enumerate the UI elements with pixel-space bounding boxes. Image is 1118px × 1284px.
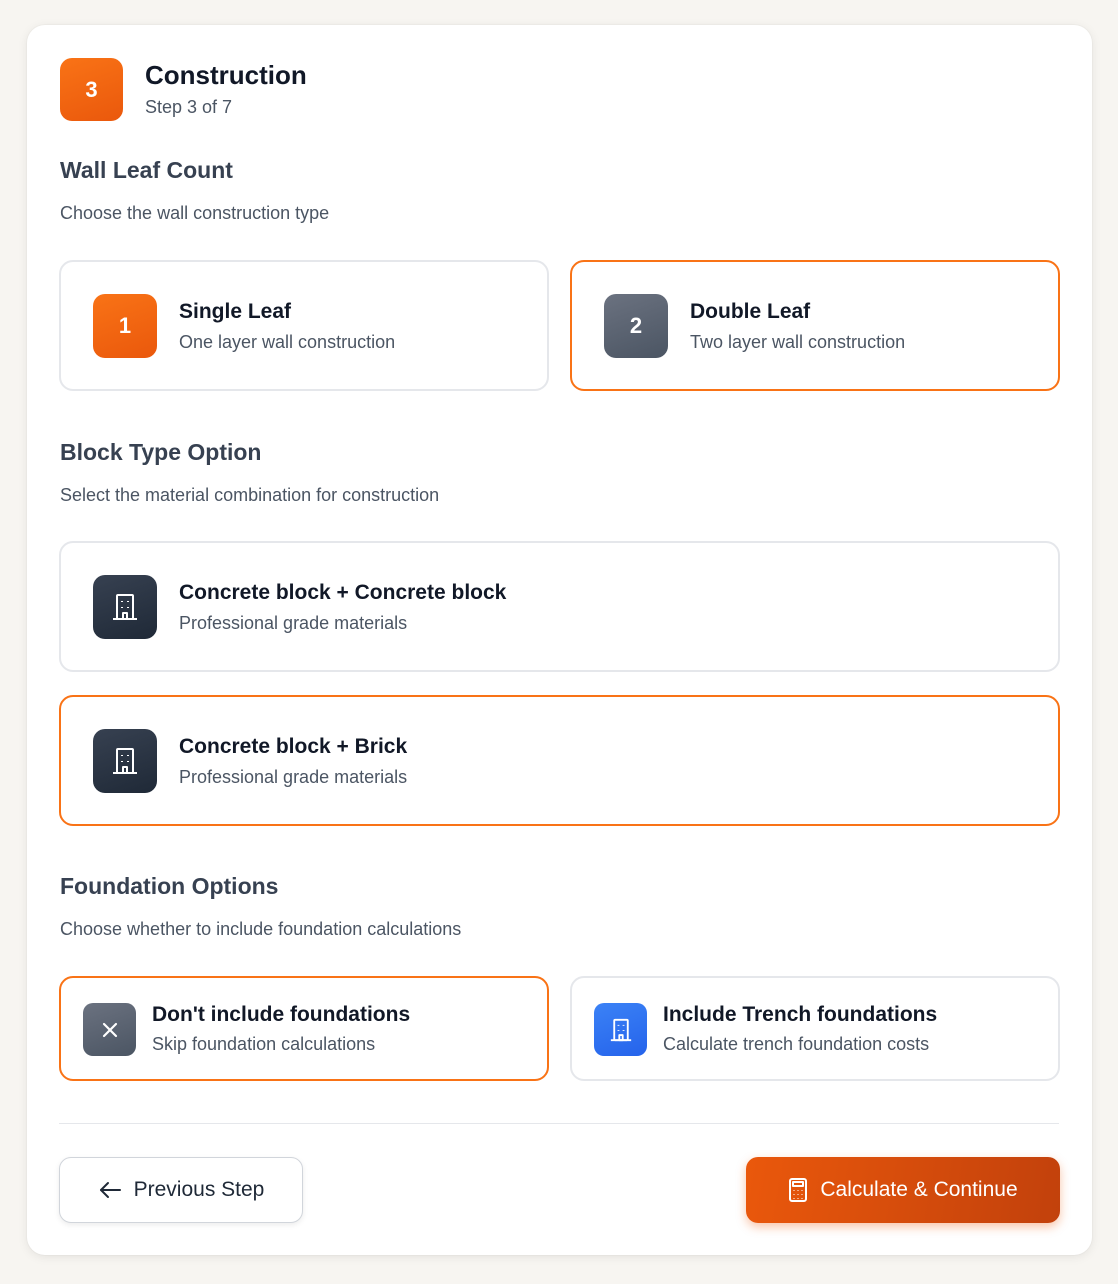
single-leaf-option[interactable] — [59, 260, 549, 391]
construction-step-card — [27, 25, 1092, 1255]
wall-leaf-section-title: Wall Leaf Count — [60, 157, 233, 183]
building-icon — [594, 1003, 647, 1056]
concrete-brick-description: Professional grade materials — [179, 767, 408, 787]
concrete-concrete-description: Professional grade materials — [179, 613, 408, 633]
step-progress-text: Step 3 of 7 — [145, 97, 233, 117]
single-leaf-title: Single Leaf — [179, 300, 292, 323]
foundation-section-description: Choose whether to include foundation calculations — [60, 919, 462, 939]
step-number-badge: 3 — [60, 58, 123, 121]
previous-step-label: Previous Step — [133, 1178, 265, 1201]
block-type-section-description: Select the material combination for construction — [60, 485, 440, 505]
calculator-icon — [788, 1178, 808, 1202]
wall-leaf-section-description: Choose the wall construction type — [60, 203, 330, 223]
arrow-left-icon — [98, 1180, 122, 1200]
single-leaf-badge: 1 — [93, 294, 157, 358]
trench-foundations-option[interactable] — [570, 976, 1060, 1081]
page-title: Construction — [145, 60, 307, 90]
calculate-continue-button[interactable] — [746, 1157, 1060, 1223]
calculate-continue-label: Calculate & Continue — [820, 1178, 1018, 1201]
no-foundations-description: Skip foundation calculations — [152, 1034, 376, 1054]
footer-divider — [59, 1123, 1059, 1124]
single-leaf-description: One layer wall construction — [179, 332, 396, 352]
double-leaf-description: Two layer wall construction — [690, 332, 906, 352]
double-leaf-option[interactable] — [570, 260, 1060, 391]
concrete-brick-title: Concrete block + Brick — [179, 735, 408, 758]
concrete-concrete-option[interactable] — [59, 541, 1060, 672]
trench-foundations-description: Calculate trench foundation costs — [663, 1034, 930, 1054]
block-type-section-title: Block Type Option — [60, 439, 262, 465]
close-icon — [83, 1003, 136, 1056]
double-leaf-badge: 2 — [604, 294, 668, 358]
trench-foundations-title: Include Trench foundations — [663, 1003, 938, 1026]
previous-step-button[interactable] — [59, 1157, 303, 1223]
building-icon — [93, 575, 157, 639]
double-leaf-title: Double Leaf — [690, 300, 811, 323]
concrete-brick-option[interactable] — [59, 695, 1060, 826]
concrete-concrete-title: Concrete block + Concrete block — [179, 581, 507, 604]
building-icon — [93, 729, 157, 793]
no-foundations-title: Don't include foundations — [152, 1003, 411, 1026]
no-foundations-option[interactable] — [59, 976, 549, 1081]
foundation-section-title: Foundation Options — [60, 873, 279, 899]
